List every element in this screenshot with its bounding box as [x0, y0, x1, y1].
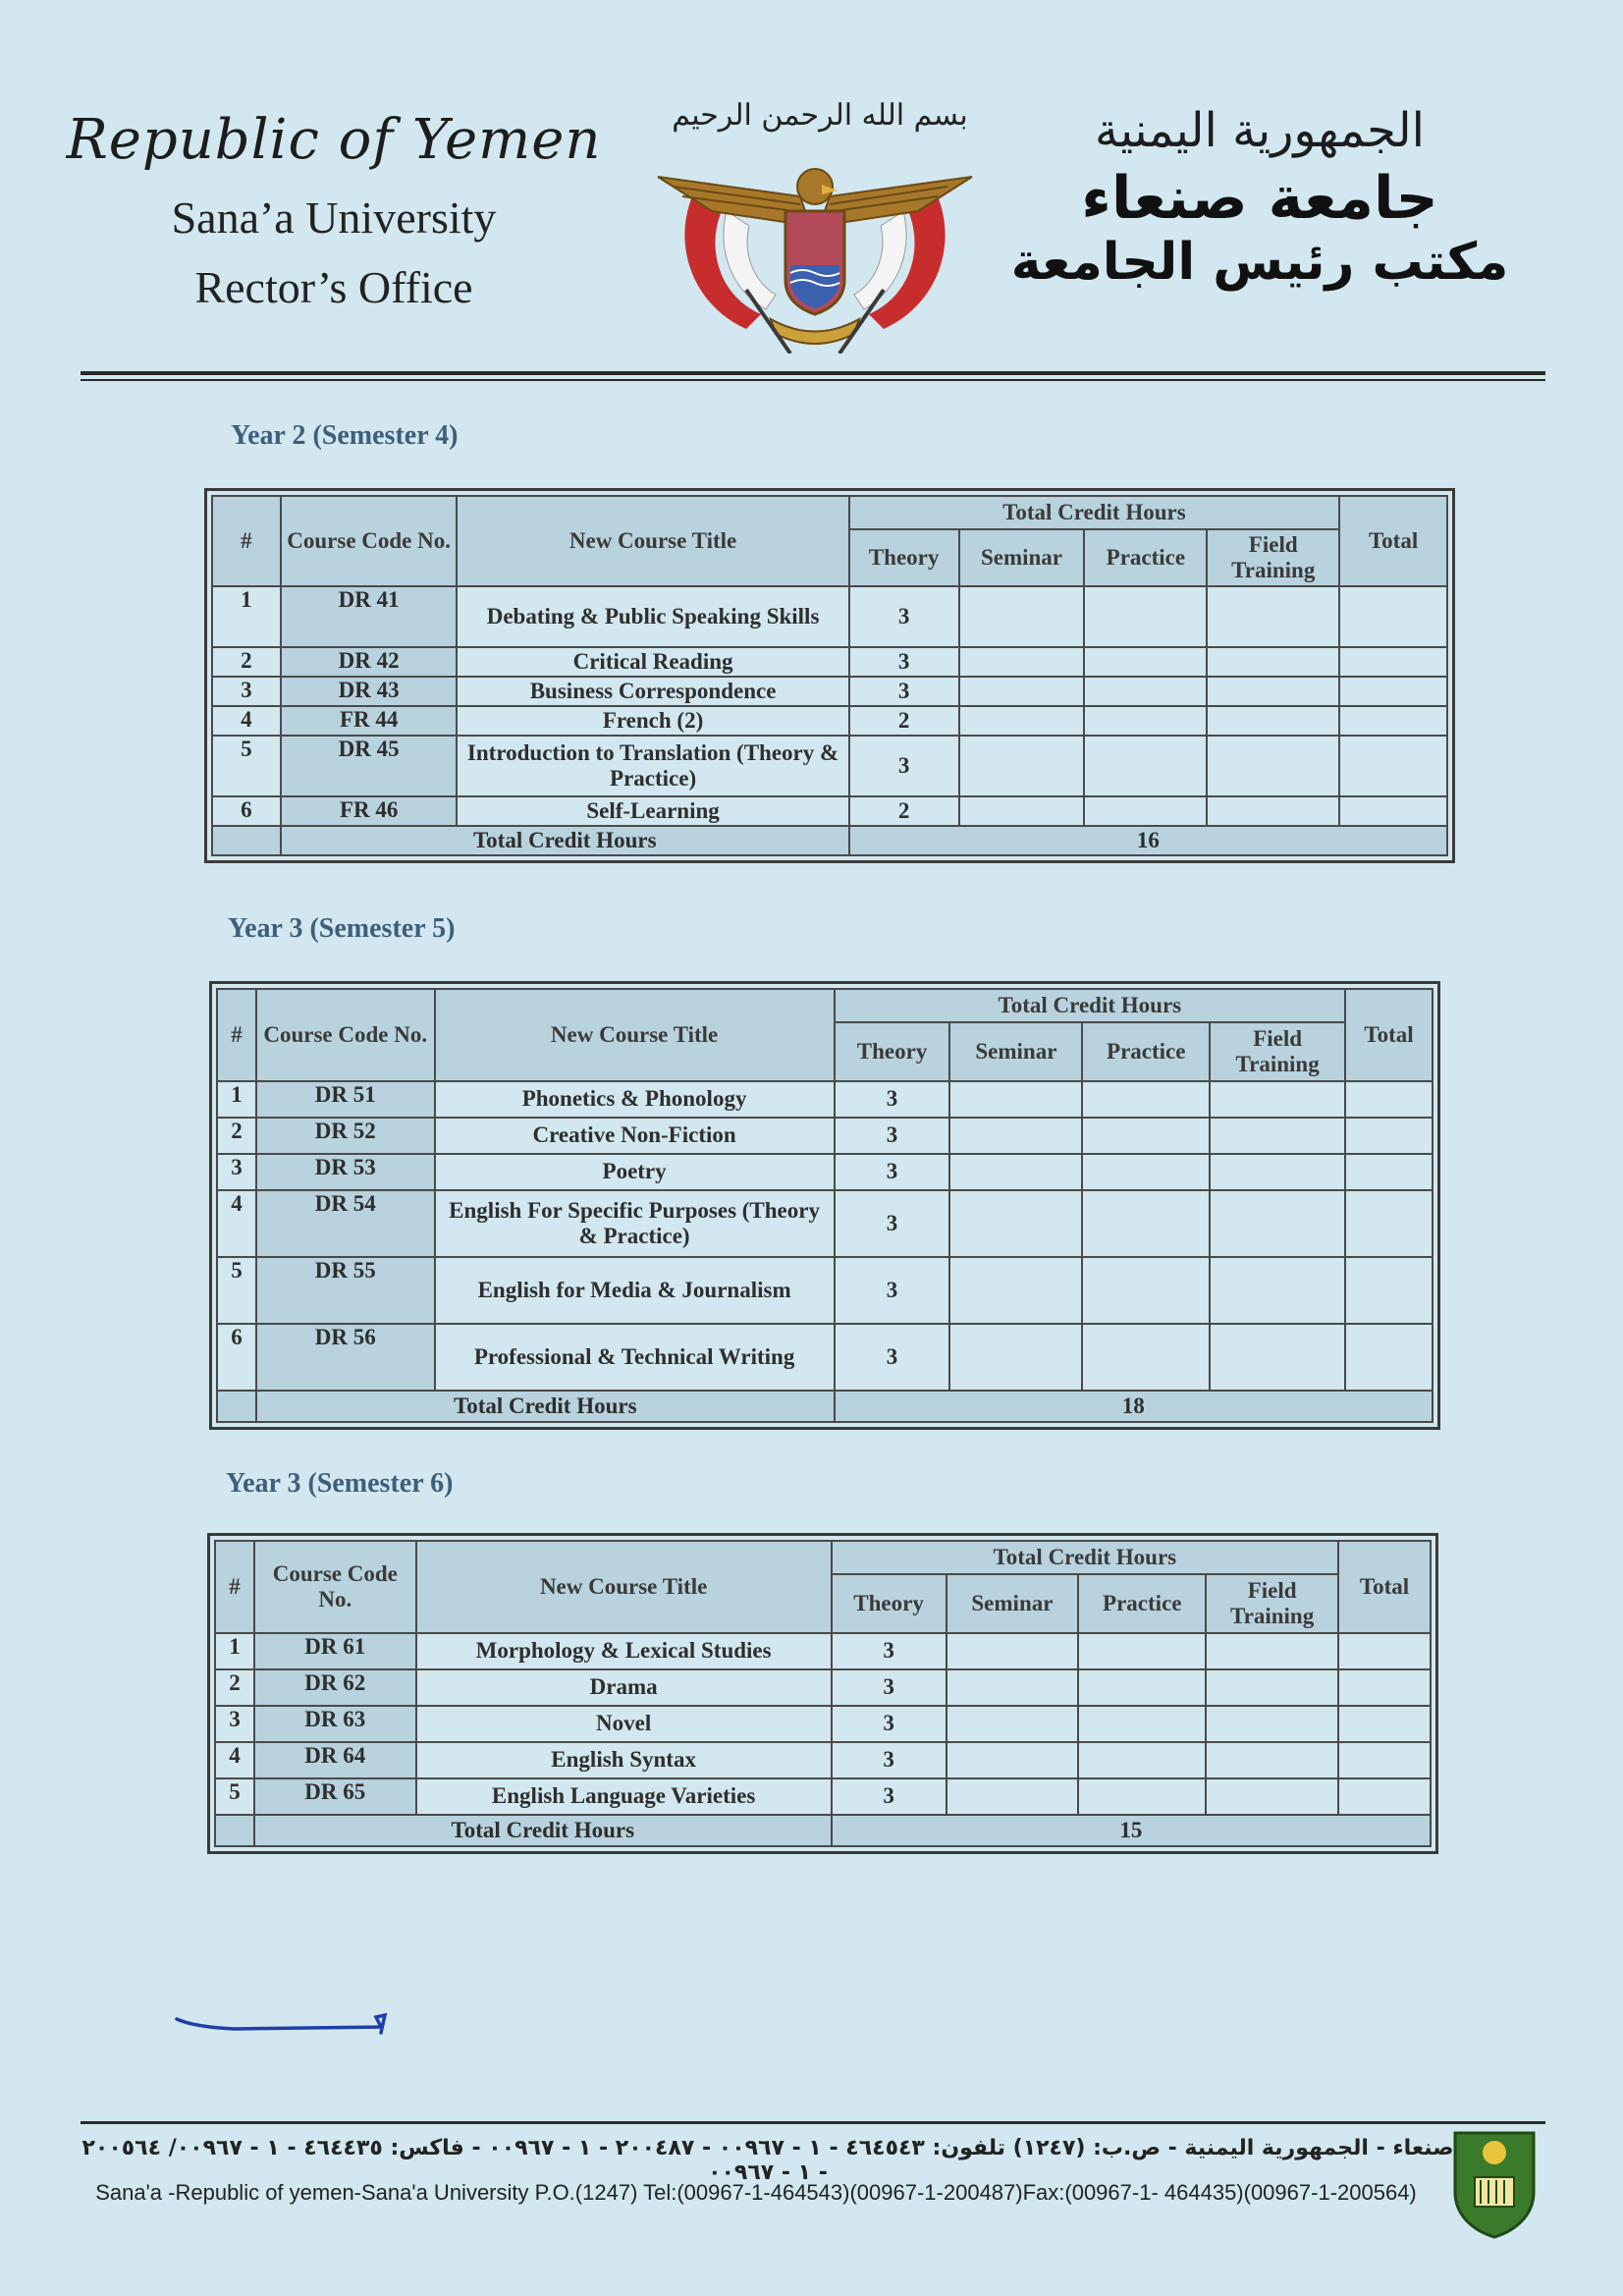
university-seal-icon [1445, 2123, 1543, 2241]
table-row: 6 FR 46 Self-Learning 2 [212, 796, 1447, 826]
header-title: New Course Title [435, 989, 835, 1081]
header-practice: Practice [1082, 1022, 1210, 1081]
total-row: Total Credit Hours 16 [212, 826, 1447, 855]
footer-address-ar: صنعاء - الجمهورية اليمنية - ص.ب: (١٢٤٧) تلفون: ٤٦٤٥٤٣ - ١ - ٠٠٩٦٧ - ٢٠٠٤٨٧ - ١ - ٠٠٩٦٧ - فاكس: ٤٦٤٤٣٥ - ١ - ٠٠٩٦٧/ ٢٠٠٥٦٤ - ١ - ٠٠٩٦٧ [81, 2136, 1454, 2185]
basmala: بسم الله الرحمن الرحيم [672, 98, 968, 133]
table-row: 3 DR 53 Poetry 3 [217, 1154, 1433, 1190]
table-row: 2 DR 52 Creative Non-Fiction 3 [217, 1118, 1433, 1154]
header-practice: Practice [1078, 1574, 1206, 1633]
header-total-credit: Total Credit Hours [832, 1541, 1338, 1574]
table-row: 2 DR 62 Drama 3 [215, 1669, 1431, 1706]
total-row: Total Credit Hours 18 [217, 1391, 1433, 1422]
table-row: 4 FR 44 French (2) 2 [212, 706, 1447, 736]
header-code: Course Code No. [256, 989, 435, 1081]
footer-rule [81, 2121, 1545, 2124]
footer-address-en: Sana'a -Republic of yemen-Sana'a University P.O.(1247) Tel:(00967-1-464543)(00967-1-200487)Fax:(00967-1- 464435)(00967-1-200564) [95, 2180, 1417, 2205]
header-rule-thin [81, 379, 1545, 381]
course-table [211, 495, 1448, 856]
yemen-emblem-icon [653, 157, 977, 354]
header-rule-thick [81, 371, 1545, 375]
header-theory: Theory [832, 1574, 947, 1633]
table-row: 1 DR 51 Phonetics & Phonology 3 [217, 1081, 1433, 1118]
course-table [214, 1540, 1432, 1847]
table-row: 3 DR 63 Novel 3 [215, 1706, 1431, 1742]
header-code: Course Code No. [281, 496, 458, 586]
header-field: Field Training [1206, 1574, 1338, 1633]
table-row: 4 DR 54 English For Specific Purposes (Theory & Practice) 3 [217, 1190, 1433, 1257]
header-total-credit: Total Credit Hours [835, 989, 1345, 1022]
table-row: 2 DR 42 Critical Reading 3 [212, 647, 1447, 677]
total-value: 16 [849, 826, 1447, 855]
header-num: # [217, 989, 256, 1081]
header-total: Total [1338, 1541, 1431, 1633]
header-title: New Course Title [416, 1541, 832, 1633]
signature-mark [175, 2011, 391, 2041]
header-title: New Course Title [457, 496, 848, 586]
header-field: Field Training [1207, 529, 1339, 586]
header-seminar: Seminar [947, 1574, 1079, 1633]
semester-title: Year 2 (Semester 4) [231, 420, 459, 451]
total-value: 15 [832, 1815, 1431, 1846]
republic-en: Republic of Yemen [66, 108, 602, 172]
university-en: Sana’a University [171, 192, 497, 243]
header-theory: Theory [835, 1022, 950, 1081]
semester-title: Year 3 (Semester 5) [228, 913, 456, 944]
course-table [216, 988, 1434, 1423]
university-ar: جامعة صنعاء [1081, 164, 1438, 233]
table-row: 6 DR 56 Professional & Technical Writing 3 [217, 1324, 1433, 1391]
semester-title: Year 3 (Semester 6) [226, 1468, 454, 1499]
header-left [59, 108, 609, 313]
header-total-credit: Total Credit Hours [849, 496, 1340, 529]
header-right [985, 103, 1535, 292]
header-seminar: Seminar [959, 529, 1085, 586]
table-row: 5 DR 55 English for Media & Journalism 3 [217, 1257, 1433, 1324]
republic-ar: الجمهورية اليمنية [1094, 103, 1426, 158]
header-code: Course Code No. [254, 1541, 416, 1633]
header-practice: Practice [1084, 529, 1207, 586]
table-row: 4 DR 64 English Syntax 3 [215, 1742, 1431, 1778]
table-row: 5 DR 45 Introduction to Translation (Theory & Practice) 3 [212, 736, 1447, 796]
table-row: 3 DR 43 Business Correspondence 3 [212, 677, 1447, 706]
office-en: Rector’s Office [194, 262, 473, 312]
header-theory: Theory [849, 529, 959, 586]
office-ar: مكتب رئيس الجامعة [1010, 233, 1509, 292]
header-num: # [212, 496, 281, 586]
table-row: 5 DR 65 English Language Varieties 3 [215, 1778, 1431, 1815]
total-value: 18 [835, 1391, 1433, 1422]
header-num: # [215, 1541, 254, 1633]
header-field: Field Training [1210, 1022, 1345, 1081]
header-total: Total [1339, 496, 1447, 586]
header-total: Total [1345, 989, 1433, 1081]
table-row: 1 DR 41 Debating & Public Speaking Skills 3 [212, 586, 1447, 647]
header-seminar: Seminar [949, 1022, 1082, 1081]
total-row: Total Credit Hours 15 [215, 1815, 1431, 1846]
table-row: 1 DR 61 Morphology & Lexical Studies 3 [215, 1633, 1431, 1669]
